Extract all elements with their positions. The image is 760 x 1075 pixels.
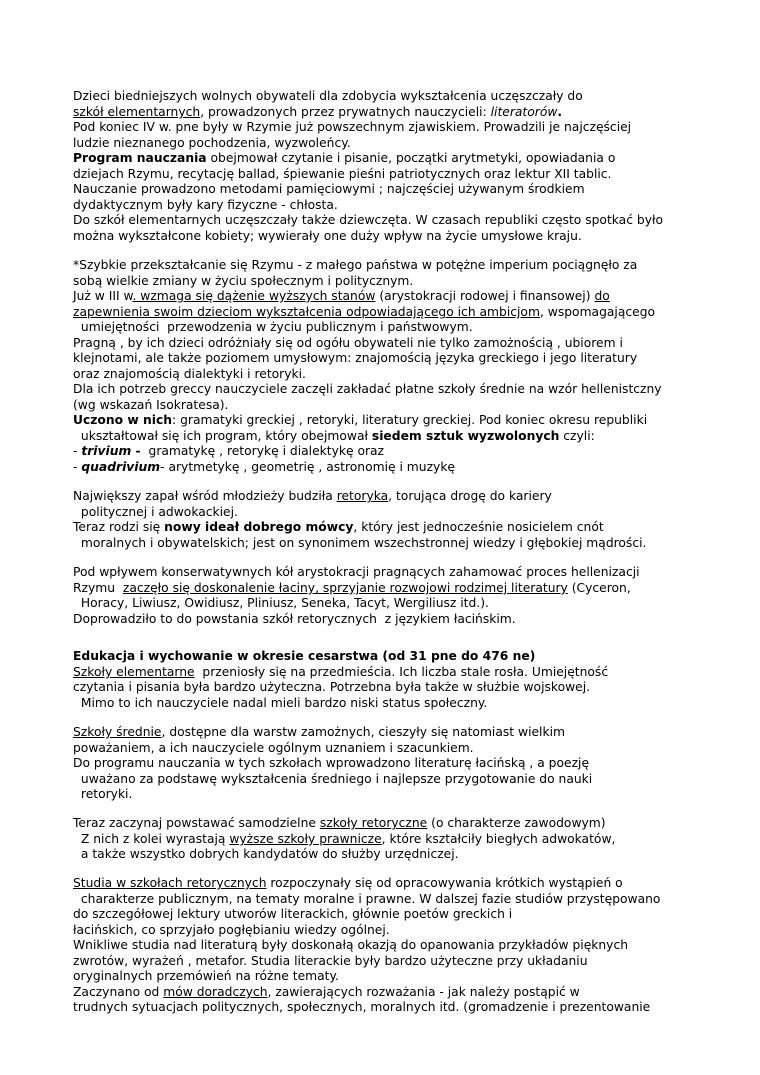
text-line bbox=[73, 612, 516, 628]
text-run: Już w III w bbox=[73, 289, 133, 303]
text-run: Wnikliwe studia nad literaturą były doskonałą okazją do opanowania przykładów pięknych bbox=[73, 938, 629, 952]
text-run: szkoły retoryczne bbox=[319, 816, 428, 830]
text-run: *Szybkie przekształcanie się Rzymu - z małego państwa w potężne imperium pociągnęło za bbox=[73, 258, 638, 272]
text-line bbox=[77, 596, 489, 612]
text-line bbox=[77, 832, 615, 848]
text-line bbox=[73, 351, 637, 367]
text-line bbox=[73, 105, 562, 121]
text-run: do bbox=[594, 289, 610, 303]
text-line bbox=[73, 816, 606, 832]
text-run: . bbox=[557, 105, 563, 119]
text-line bbox=[73, 289, 610, 305]
text-run: mów doradczych bbox=[163, 985, 268, 999]
text-run: Dla ich potrzeb greccy nauczyciele zaczęli zakładać płatne szkoły średnie na wzór hellenistczny bbox=[73, 382, 662, 396]
text-run: , które kształciły biegłych adwokatów, bbox=[381, 832, 616, 846]
text-run: Największy zapał wśród młodzieży budziła bbox=[73, 489, 337, 503]
text-run: - bbox=[73, 444, 82, 458]
text-run: - arytmetykę , geometrię , astronomię i muzykę bbox=[160, 460, 456, 474]
text-run: rozpoczynały się od opracowywania krótkich wystąpień o bbox=[266, 876, 623, 890]
text-line bbox=[77, 536, 646, 552]
text-run: sobą wielkie zmiany w życiu społecznym i politycznym. bbox=[73, 274, 414, 288]
text-run: , który jest jednocześnie nosicielem cnót bbox=[353, 520, 604, 534]
text-line bbox=[73, 444, 384, 460]
text-run: , prowadzonych przez prywatnych nauczycieli: bbox=[200, 105, 491, 119]
text-line bbox=[77, 892, 660, 908]
text-run: można wykształcone kobiety; wywierały one duży wpływ na życie umysłowe kraju. bbox=[73, 229, 582, 243]
text-run: (o charakterze zawodowym) bbox=[427, 816, 606, 830]
text-run: Teraz rodzi się bbox=[73, 520, 165, 534]
text-run: Nauczanie prowadzono metodami pamięciowymi ; najczęściej używanym środkiem bbox=[73, 182, 585, 196]
text-run: a także wszystko dobrych kandydatów do służby urzędniczej. bbox=[77, 847, 459, 861]
text-line bbox=[77, 696, 487, 712]
text-run: szkół elementarnych bbox=[73, 105, 201, 119]
text-line bbox=[77, 787, 132, 803]
text-run: Program nauczania bbox=[73, 151, 207, 165]
text-line bbox=[73, 581, 631, 597]
text-line bbox=[77, 505, 238, 521]
text-run: Studia w szkołach retorycznych bbox=[73, 876, 267, 890]
text-run: , dostępne dla warstw zamożnych, cieszyły się natomiast wielkim bbox=[161, 725, 565, 739]
text-line bbox=[73, 680, 590, 696]
text-line bbox=[73, 274, 413, 290]
text-line bbox=[73, 1000, 650, 1016]
text-run: Rzymu bbox=[73, 581, 123, 595]
text-run: wyższe szkoły prawnicze bbox=[229, 832, 382, 846]
text-run: : gramatyki greckiej , retoryki, literatury greckiej. Pod koniec okresu republiki bbox=[172, 413, 648, 427]
text-run: ukształtował się ich program, który obejmował bbox=[77, 429, 372, 443]
text-run: (arystokracji rodowej i finansowej) bbox=[375, 289, 595, 303]
text-run: - bbox=[73, 460, 82, 474]
text-line bbox=[73, 907, 512, 923]
text-run: quadrivium bbox=[81, 460, 161, 474]
text-run: Uczono w nich bbox=[73, 413, 173, 427]
text-run: oraz znajomością dialektyki i retoryki. bbox=[73, 367, 306, 381]
text-line bbox=[77, 320, 473, 336]
text-run: literatorów bbox=[490, 105, 558, 119]
text-run: . wzmaga się dążenie wyższych stanów bbox=[132, 289, 376, 303]
text-run: umiejętności przewodzenia w życiu publicznym i państwowym. bbox=[77, 320, 473, 334]
text-run: retoryki. bbox=[77, 787, 133, 801]
text-run: trudnych sytuacjach politycznych, społecznych, moralnych itd. (gromadzenie i prezentowanie bbox=[73, 1000, 651, 1014]
text-line bbox=[73, 336, 623, 352]
text-run: Dzieci biedniejszych wolnych obywateli dla zdobycia wykształcenia uczęszczały do bbox=[73, 89, 583, 103]
text-run: gramatykę , retorykę i dialektykę oraz bbox=[140, 444, 385, 458]
text-run: poważaniem, a ich nauczyciele ogólnym uznaniem i szacunkiem. bbox=[73, 741, 474, 755]
text-run: oryginalnych przemówień na różne tematy. bbox=[73, 969, 339, 983]
text-run: , torująca drogę do kariery bbox=[388, 489, 552, 503]
text-line bbox=[77, 772, 592, 788]
text-run: retoryka bbox=[336, 489, 389, 503]
text-line bbox=[73, 136, 351, 152]
text-run: Pod koniec IV w. pne były w Rzymie już powszechnym zjawiskiem. Prowadzili je najczęściej bbox=[73, 120, 632, 134]
text-run: obejmował czytanie i pisanie, początki arytmetyki, opowiadania o bbox=[206, 151, 616, 165]
text-run: ludzie nieznanego pochodzenia, wyzwoleńcy. bbox=[73, 136, 351, 150]
text-run: Mimo to ich nauczyciele nadal mieli bardzo niski status społeczny. bbox=[77, 696, 488, 710]
text-run: przeniosły się na przedmieścia. Ich liczba stale rosła. Umiejętność bbox=[194, 665, 609, 679]
text-line bbox=[73, 151, 615, 167]
text-run: siedem sztuk wyzwolonych bbox=[371, 429, 560, 443]
text-run: czyli: bbox=[559, 429, 595, 443]
text-line bbox=[73, 213, 663, 229]
text-line bbox=[73, 413, 647, 429]
text-run: czytania i pisania była bardzo użyteczna. Potrzebna była także w służbie wojskowej. bbox=[73, 680, 591, 694]
text-run: Zaczynano od bbox=[73, 985, 164, 999]
text-line bbox=[73, 741, 474, 757]
text-run: dydaktycznym były kary fizyczne - chłosta. bbox=[73, 198, 338, 212]
text-line bbox=[73, 305, 655, 321]
text-line bbox=[77, 429, 595, 445]
text-run: politycznej i adwokackiej. bbox=[77, 505, 238, 519]
text-run: Pragną , by ich dzieci odróżniały się od ogółu obywateli nie tylko zamożnością , ubiorem i bbox=[73, 336, 623, 350]
text-line bbox=[73, 382, 662, 398]
text-line bbox=[73, 665, 608, 681]
text-line bbox=[73, 198, 338, 214]
text-line bbox=[73, 229, 582, 245]
text-line bbox=[73, 367, 306, 383]
text-line bbox=[73, 520, 604, 536]
text-line bbox=[73, 938, 628, 954]
text-line bbox=[73, 120, 631, 136]
text-line bbox=[73, 954, 588, 970]
text-run: Horacy, Liwiusz, Owidiusz, Pliniusz, Seneka, Tacyt, Wergiliusz itd.). bbox=[77, 596, 489, 610]
text-run: zwrotów, wyrażeń , metafor. Studia literackie były bardzo użyteczne przy układaniu bbox=[73, 954, 588, 968]
text-line bbox=[73, 969, 339, 985]
text-run: zapewnienia swoim dzieciom wykształcenia odpowiadającego ich ambicjom bbox=[73, 305, 540, 319]
text-line bbox=[73, 649, 535, 665]
text-run: do szczegółowej lektury utworów literackich, głównie poetów greckich i bbox=[73, 907, 513, 921]
text-line bbox=[73, 923, 390, 939]
text-line bbox=[73, 258, 637, 274]
text-run: Szkoły elementarne bbox=[73, 665, 195, 679]
text-line bbox=[73, 565, 640, 581]
text-run: dziejach Rzymu, recytację ballad, śpiewanie pieśni patriotycznych oraz lektur XII tablic. bbox=[73, 167, 612, 181]
text-run: Do programu nauczania w tych szkołach wprowadzono literaturę łacińską , a poezję bbox=[73, 756, 590, 770]
text-run: Teraz zaczynaj powstawać samodzielne bbox=[73, 816, 320, 830]
text-line bbox=[73, 756, 589, 772]
text-run: zaczęło się doskonalenie łaciny, sprzyjanie rozwojowi rodzimej literatury bbox=[122, 581, 568, 595]
text-run: (Cyceron, bbox=[567, 581, 631, 595]
text-run: Edukacja i wychowanie w okresie cesarstwa (od 31 pne do 476 ne) bbox=[73, 649, 536, 663]
text-run: moralnych i obywatelskich; jest on synonimem wszechstronnej wiedzy i głębokiej mądrości. bbox=[77, 536, 647, 550]
text-run: Doprowadziło to do powstania szkół retorycznych z językiem łacińskim. bbox=[73, 612, 516, 626]
text-run: , zawierających rozważania - jak należy postąpić w bbox=[267, 985, 580, 999]
text-line bbox=[73, 460, 455, 476]
text-run: charakterze publicznym, na tematy moralne i prawne. W dalszej fazie studiów przystępowano bbox=[77, 892, 661, 906]
text-line bbox=[77, 847, 459, 863]
text-line bbox=[73, 725, 565, 741]
text-run: Szkoły średnie bbox=[73, 725, 162, 739]
text-line bbox=[73, 398, 228, 414]
text-run: (wg wskazań Isokratesa). bbox=[73, 398, 229, 412]
text-run: , wspomagającego bbox=[539, 305, 656, 319]
text-line bbox=[73, 489, 552, 505]
text-run: Pod wpływem konserwatywnych kół arystokracji pragnących zahamować proces hellenizacji bbox=[73, 565, 640, 579]
text-run: Z nich z kolei wyrastają bbox=[77, 832, 230, 846]
text-line bbox=[73, 985, 580, 1001]
text-run: Do szkół elementarnych uczęszczały także dziewczęta. W czasach republiki często spotkać było bbox=[73, 213, 663, 227]
text-run: klejnotami, ale także poziomem umysłowym: znajomością języka greckiego i jego literatury bbox=[73, 351, 638, 365]
text-run: uważano za podstawę wykształcenia średniego i najlepsze przygotowanie do nauki bbox=[77, 772, 593, 786]
text-line bbox=[73, 876, 623, 892]
text-line bbox=[73, 89, 583, 105]
text-run: nowy ideał dobrego mówcy bbox=[164, 520, 354, 534]
text-line bbox=[73, 167, 611, 183]
text-run: trivium - bbox=[81, 444, 141, 458]
text-run: łacińskich, co sprzyjało pogłębianiu wiedzy ogólnej. bbox=[73, 923, 390, 937]
text-line bbox=[73, 182, 585, 198]
